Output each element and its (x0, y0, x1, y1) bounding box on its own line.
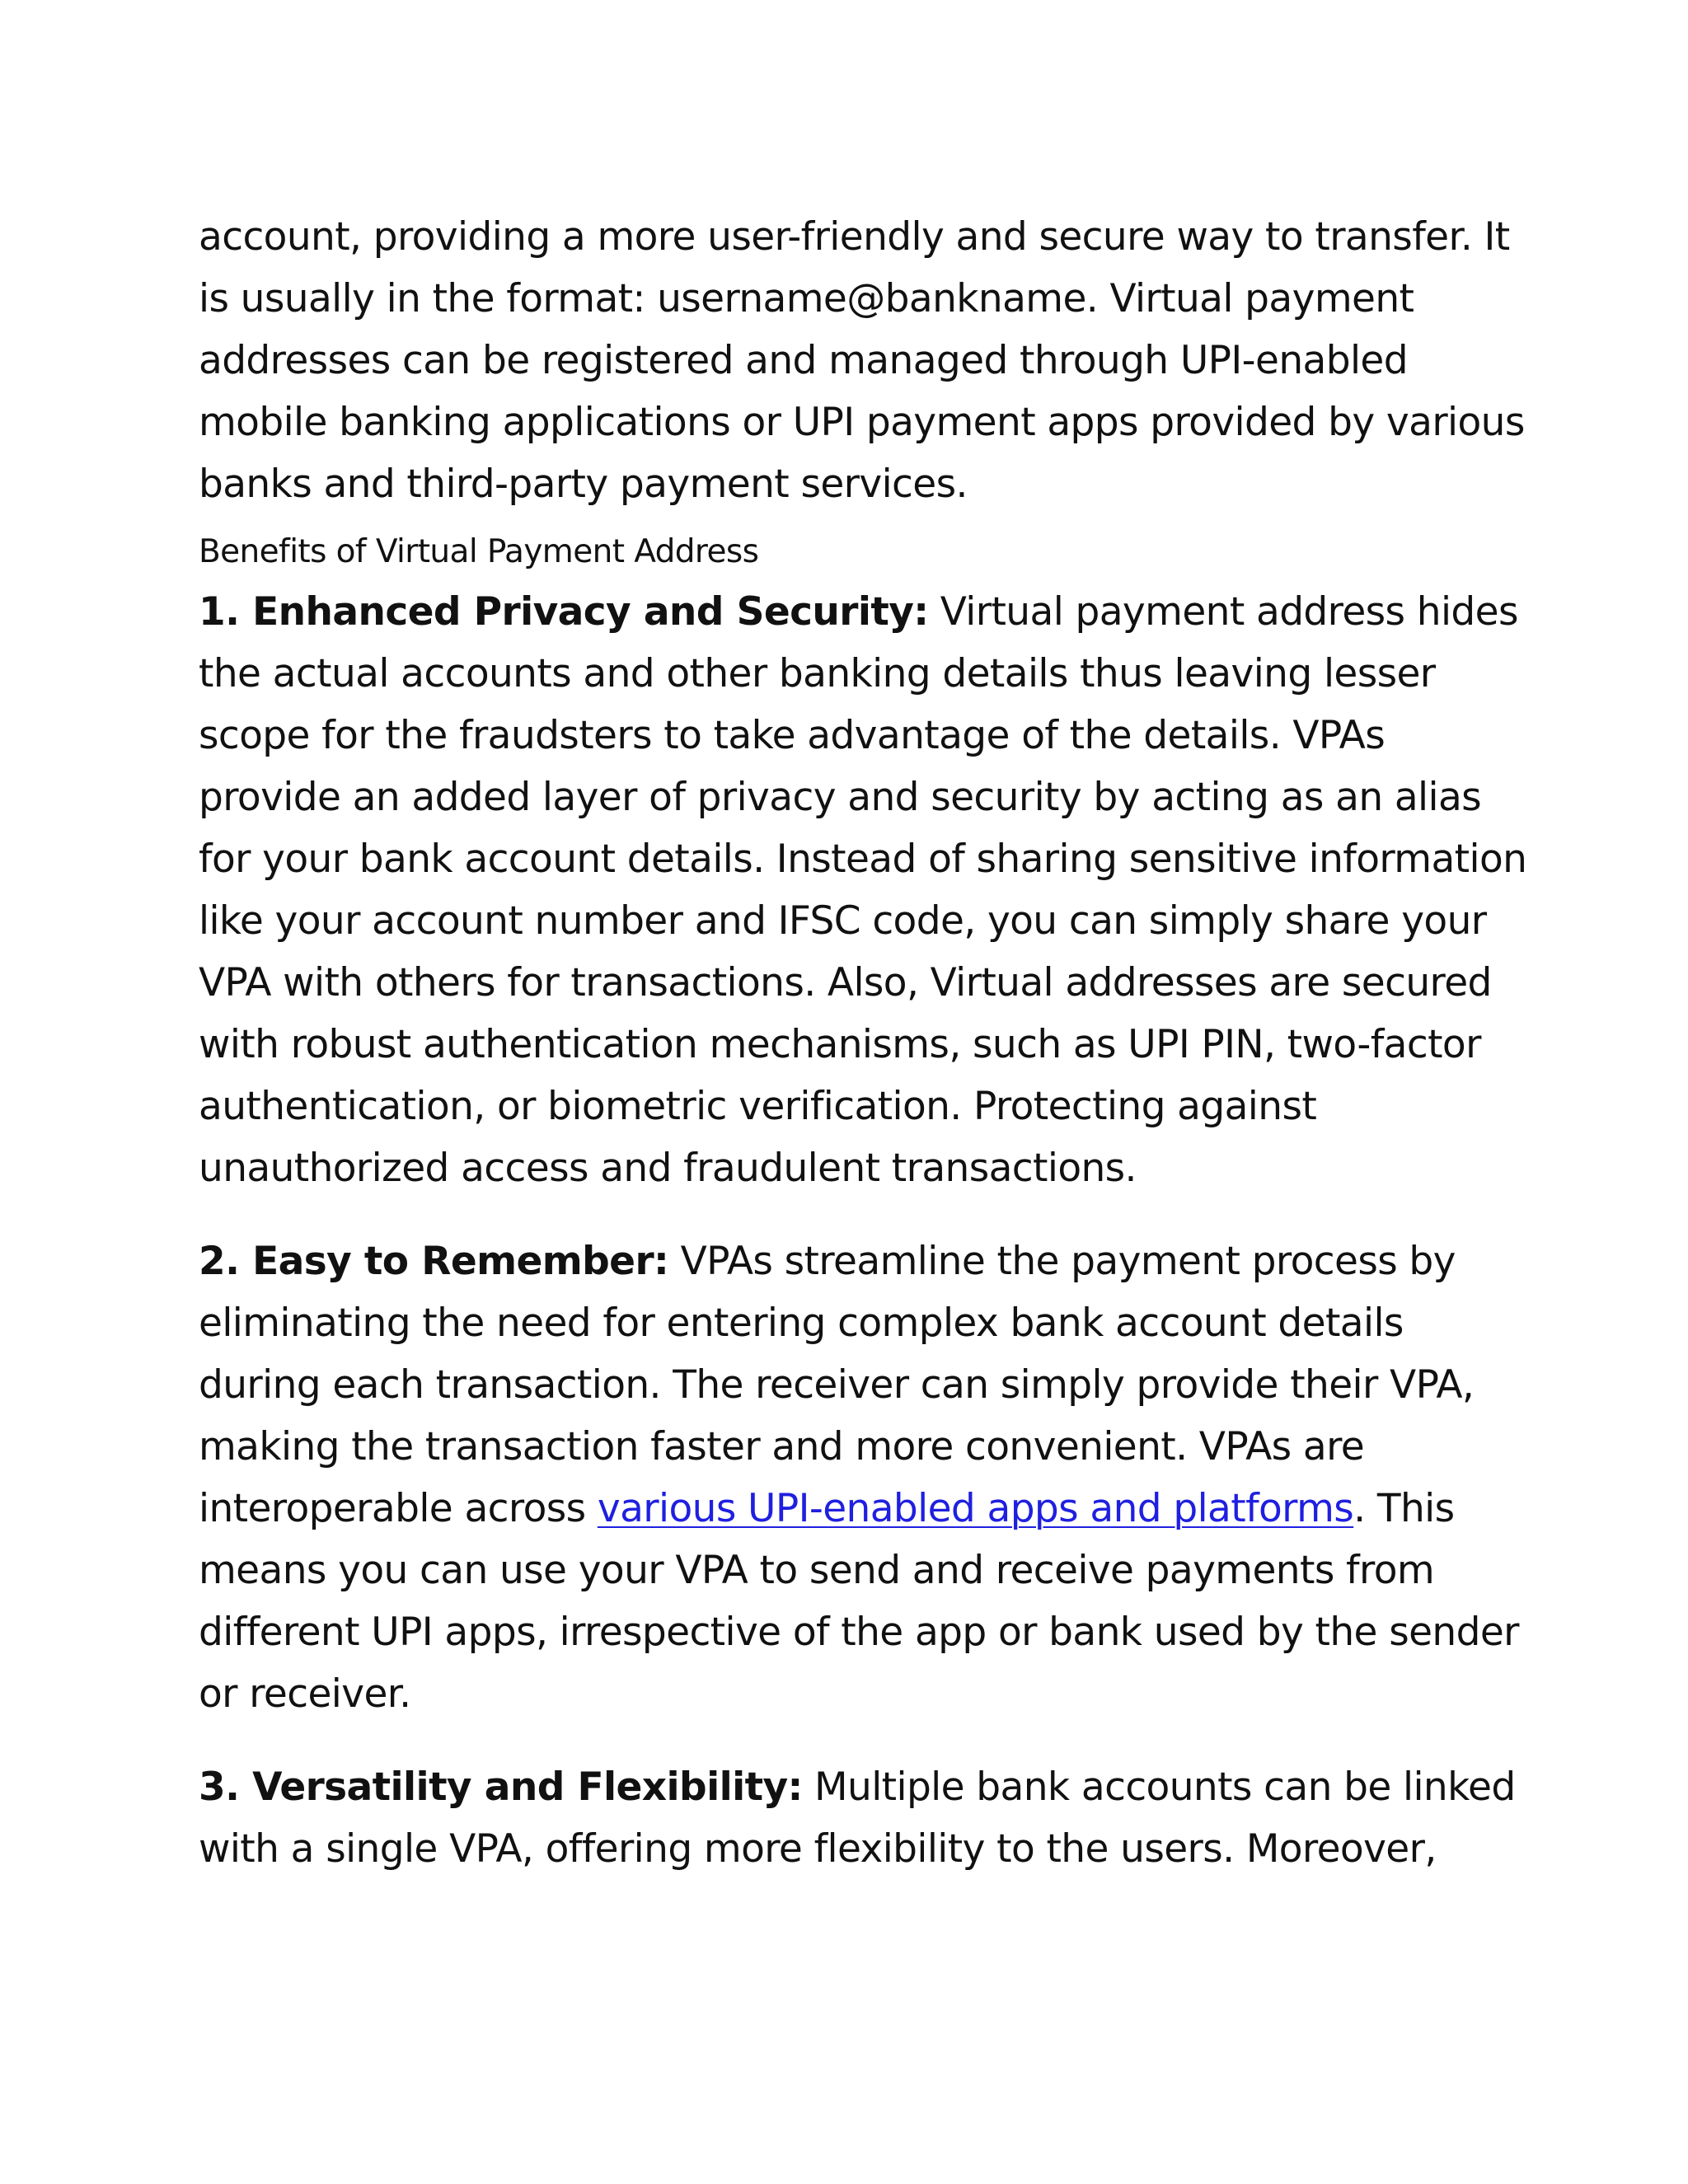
section-heading: Benefits of Virtual Payment Address (199, 533, 759, 570)
benefit-3-body: Multiple bank accounts can be linked with a single VPA, offering more flexibility to the users. Moreover, (199, 1765, 1516, 1872)
benefit-2-lead: 2. Easy to Remember: (199, 1239, 669, 1284)
benefit-1-body: Virtual payment address hides the actual accounts and other banking details thus leaving lesser scope for the fraudsters to take advantage of the details. VPAs provide an added layer of privacy and security by acting as an alias for your bank account details. Instead of sharing sensitive information like your account number and IFSC code, you can simply share your VPA with others for transactions. Also, Virtual addresses are secured with robust authentication mechanisms, such as UPI PIN, two-factor authentication, or biometric verification. Protecting against unauthorized access and fraudulent transactions. (199, 589, 1527, 1191)
document-body (199, 206, 1534, 1880)
upi-apps-link[interactable]: various UPI-enabled apps and platforms (597, 1486, 1354, 1531)
benefit-paragraph-3 (199, 1756, 1534, 1880)
benefit-paragraph-1 (199, 581, 1534, 1199)
benefit-1-lead: 1. Enhanced Privacy and Security: (199, 589, 929, 635)
benefit-paragraph-2 (199, 1230, 1534, 1725)
benefit-2-body-before-link: VPAs streamline the payment process by eliminating the need for entering complex bank account details during each transaction. The receiver can simply provide their VPA, making the transaction faster and more convenient. VPAs are interoperable across (199, 1239, 1475, 1531)
benefit-3-lead: 3. Versatility and Flexibility: (199, 1765, 803, 1810)
intro-paragraph: account, providing a more user-friendly and secure way to transfer. It is usually in the format: username@bankname. Virtual payment addresses can be registered and managed through UPI-enabled mobile banking applications or UPI payment apps provided by various banks and third-party payment services. (199, 214, 1525, 507)
benefit-2-body-after-link: . This means you can use your VPA to send and receive payments from different UPI apps, irrespective of the app or bank used by the sender or receiver. (199, 1486, 1519, 1717)
